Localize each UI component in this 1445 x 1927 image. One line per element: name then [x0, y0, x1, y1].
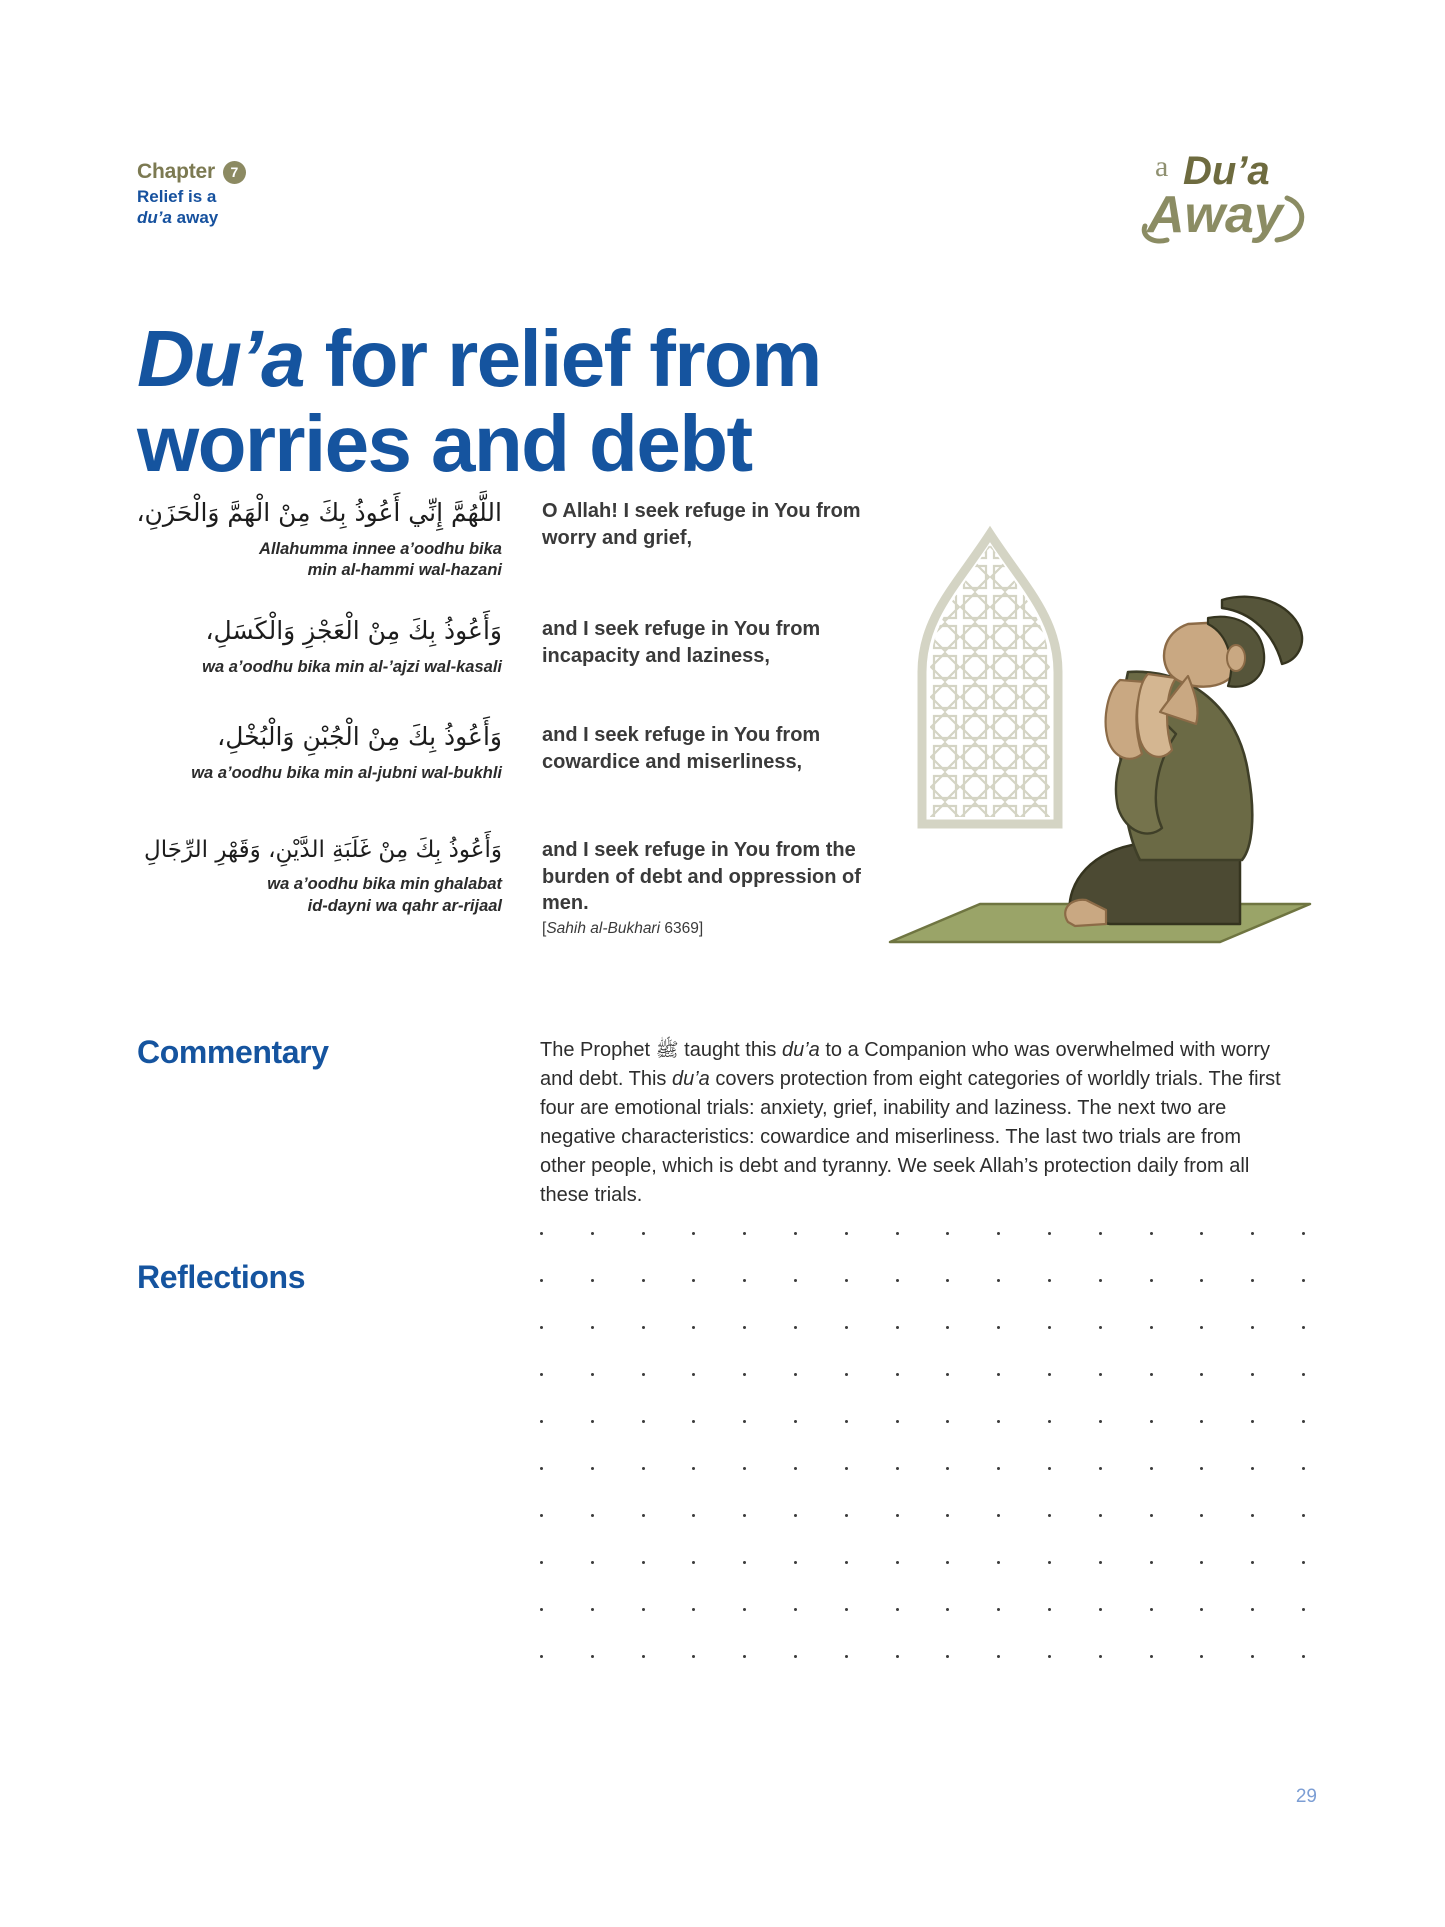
dot-row: [540, 1279, 1305, 1326]
dua-arabic-column: [137, 492, 502, 581]
grid-dot: [1099, 1373, 1102, 1376]
page-title-rest: for relief from: [303, 313, 821, 403]
grid-dot: [1099, 1326, 1102, 1329]
grid-dot: [692, 1514, 695, 1517]
page-number: 29: [1295, 1786, 1317, 1807]
dot-row: [540, 1608, 1305, 1655]
page-title-line2: worries and debt: [137, 399, 752, 489]
grid-dot: [540, 1608, 543, 1611]
dua-translation-text: O Allah! I seek refuge in You from worry and grief,: [542, 500, 861, 549]
grid-dot: [642, 1420, 645, 1423]
grid-dot: [845, 1326, 848, 1329]
reflections-heading: Reflections: [137, 1258, 306, 1295]
grid-dot: [946, 1326, 949, 1329]
grid-dot: [1200, 1326, 1203, 1329]
commentary-text-4: covers protection from eight categories of worldly trials. The first four are emotional trials: anxiety, grief, inability and laziness. The next two are negative characteristics: cowardice and miserliness. The last two trials are from other people, which is debt and tyranny. We seek Allah’s protection daily from all these trials.: [540, 1068, 1281, 1206]
dua-row: [137, 831, 887, 961]
grid-dot: [997, 1279, 1000, 1282]
citation-source: Sahih al-Bukhari: [546, 919, 661, 937]
grid-dot: [1048, 1373, 1051, 1376]
svg-text:Away: Away: [1147, 186, 1283, 244]
dot-row: [540, 1326, 1305, 1373]
grid-dot: [946, 1561, 949, 1564]
grid-dot: [591, 1655, 594, 1658]
grid-dot: [1150, 1608, 1153, 1611]
grid-dot: [1150, 1420, 1153, 1423]
grid-dot: [794, 1232, 797, 1235]
dot-row: [540, 1514, 1305, 1561]
page-title-dua: Du’a: [137, 313, 304, 403]
grid-dot: [642, 1373, 645, 1376]
grid-dot: [845, 1373, 848, 1376]
grid-dot: [896, 1232, 899, 1235]
grid-dot: [997, 1514, 1000, 1517]
arched-window-icon: [922, 534, 1058, 824]
dua-row: [137, 716, 887, 831]
grid-dot: [692, 1232, 695, 1235]
grid-dot: [1048, 1514, 1051, 1517]
dua-section: [137, 492, 887, 961]
figure-ear: [1227, 645, 1245, 671]
translit-line-1: wa a’oodhu bika min al-’ajzi wal-kasali: [202, 657, 502, 676]
dua-arabic-column: [137, 831, 502, 917]
grid-dot: [642, 1232, 645, 1235]
dua-illustration: [870, 472, 1330, 972]
grid-dot: [1302, 1420, 1305, 1423]
grid-dot: [1099, 1232, 1102, 1235]
grid-dot: [540, 1420, 543, 1423]
grid-dot: [794, 1420, 797, 1423]
grid-dot: [1099, 1561, 1102, 1564]
dua-translation-text: and I seek refuge in You from the burden of debt and oppression of men.: [542, 839, 861, 915]
grid-dot: [540, 1467, 543, 1470]
grid-dot: [845, 1232, 848, 1235]
grid-dot: [997, 1420, 1000, 1423]
grid-dot: [1251, 1514, 1254, 1517]
grid-dot: [997, 1608, 1000, 1611]
grid-dot: [591, 1373, 594, 1376]
grid-dot: [692, 1326, 695, 1329]
grid-dot: [1200, 1561, 1203, 1564]
grid-dot: [692, 1420, 695, 1423]
grid-dot: [794, 1655, 797, 1658]
grid-dot: [794, 1279, 797, 1282]
chapter-subtitle-line1: Relief is a: [137, 187, 217, 206]
chapter-subtitle-dua: du’a: [137, 207, 172, 227]
grid-dot: [1099, 1514, 1102, 1517]
grid-dot: [794, 1561, 797, 1564]
grid-dot: [540, 1514, 543, 1517]
dua-arabic-column: [137, 610, 502, 678]
grid-dot: [845, 1467, 848, 1470]
grid-dot: [794, 1467, 797, 1470]
dua-translation-text: and I seek refuge in You from incapacity and laziness,: [542, 618, 821, 667]
dua-row: [137, 492, 887, 610]
commentary-text-1: The Prophet: [540, 1039, 656, 1061]
hadith-citation: [542, 920, 872, 938]
dot-row: [540, 1373, 1305, 1420]
commentary-dua-italic-2: du’a: [671, 1068, 710, 1090]
dua-arabic-text: اللَّهُمَّ إِنِّي أَعُوذُ بِكَ مِنْ الْهَمَّ وَالْحَزَنِ،: [136, 498, 502, 527]
dua-arabic-text: وَأَعُوذُ بِكَ مِنْ الْعَجْزِ وَالْكَسَلِ،: [205, 616, 502, 645]
commentary-dua-italic-1: du’a: [781, 1039, 820, 1061]
grid-dot: [845, 1561, 848, 1564]
dot-row: [540, 1561, 1305, 1608]
grid-dot: [946, 1608, 949, 1611]
citation-close: ]: [698, 919, 704, 937]
grid-dot: [591, 1561, 594, 1564]
dua-arabic-text: وَأَعُوذُ بِكَ مِنْ الْجُبْنِ وَالْبُخْلِ،: [217, 722, 502, 751]
page-title: [137, 313, 1197, 489]
grid-dot: [591, 1514, 594, 1517]
dua-translation-column: [542, 722, 872, 775]
commentary-text-2: taught this: [678, 1039, 782, 1061]
grid-dot: [1302, 1467, 1305, 1470]
grid-dot: [591, 1420, 594, 1423]
grid-dot: [1200, 1279, 1203, 1282]
grid-dot: [1251, 1561, 1254, 1564]
grid-dot: [1048, 1420, 1051, 1423]
chapter-label: Chapter: [137, 160, 215, 183]
grid-dot: [642, 1514, 645, 1517]
grid-dot: [896, 1373, 899, 1376]
grid-dot: [794, 1514, 797, 1517]
chapter-line: [137, 160, 457, 184]
grid-dot: [1251, 1420, 1254, 1423]
grid-dot: [1200, 1373, 1203, 1376]
grid-dot: [946, 1232, 949, 1235]
grid-dot: [591, 1279, 594, 1282]
chapter-subtitle-away: away: [171, 207, 219, 227]
reflections-dot-grid[interactable]: [540, 1232, 1305, 1702]
grid-dot: [743, 1561, 746, 1564]
grid-dot: [794, 1326, 797, 1329]
dua-row: [137, 610, 887, 716]
grid-dot: [591, 1232, 594, 1235]
grid-dot: [1150, 1467, 1153, 1470]
translit-line-2: id-dayni wa qahr ar-rijaal: [307, 896, 502, 915]
grid-dot: [743, 1326, 746, 1329]
grid-dot: [540, 1232, 543, 1235]
grid-dot: [1048, 1232, 1051, 1235]
grid-dot: [997, 1561, 1000, 1564]
dua-transliteration: [137, 874, 502, 917]
grid-dot: [642, 1326, 645, 1329]
grid-dot: [1150, 1232, 1153, 1235]
grid-dot: [1251, 1232, 1254, 1235]
dua-arabic-text: وَأَعُوذُ بِكَ مِنْ غَلَبَةِ الدَّيْنِ، وَقَهْرِ الرِّجَالِ: [144, 837, 502, 863]
grid-dot: [946, 1655, 949, 1658]
commentary-body: [540, 1036, 1290, 1210]
citation-number: 6369: [660, 919, 699, 937]
grid-dot: [743, 1232, 746, 1235]
grid-dot: [743, 1279, 746, 1282]
grid-dot: [1302, 1655, 1305, 1658]
grid-dot: [1048, 1608, 1051, 1611]
grid-dot: [896, 1467, 899, 1470]
grid-dot: [540, 1655, 543, 1658]
chapter-number-badge: 7: [223, 161, 246, 184]
grid-dot: [1099, 1279, 1102, 1282]
grid-dot: [591, 1608, 594, 1611]
grid-dot: [1150, 1326, 1153, 1329]
grid-dot: [1048, 1467, 1051, 1470]
dua-translation-column: [542, 498, 872, 551]
sallallahu-alayhi-wasallam-icon: ﷺ: [655, 1039, 679, 1061]
grid-dot: [540, 1279, 543, 1282]
svg-text:Du’a: Du’a: [1183, 149, 1270, 193]
dot-row: [540, 1232, 1305, 1279]
grid-dot: [1302, 1232, 1305, 1235]
translit-line-2: min al-hammi wal-hazani: [307, 560, 502, 579]
dua-transliteration: [137, 657, 502, 678]
grid-dot: [540, 1561, 543, 1564]
commentary-heading: Commentary: [137, 1033, 329, 1070]
grid-dot: [997, 1655, 1000, 1658]
grid-dot: [692, 1561, 695, 1564]
grid-dot: [1099, 1608, 1102, 1611]
grid-dot: [1302, 1279, 1305, 1282]
grid-dot: [1150, 1655, 1153, 1658]
grid-dot: [692, 1467, 695, 1470]
dua-translation-column: [542, 837, 872, 938]
grid-dot: [896, 1420, 899, 1423]
grid-dot: [997, 1232, 1000, 1235]
grid-dot: [794, 1373, 797, 1376]
grid-dot: [946, 1514, 949, 1517]
grid-dot: [1200, 1467, 1203, 1470]
grid-dot: [1302, 1608, 1305, 1611]
grid-dot: [1200, 1655, 1203, 1658]
grid-dot: [1302, 1514, 1305, 1517]
grid-dot: [1200, 1420, 1203, 1423]
grid-dot: [896, 1514, 899, 1517]
dua-arabic-column: [137, 716, 502, 784]
citation-open: [: [542, 919, 547, 937]
grid-dot: [743, 1373, 746, 1376]
grid-dot: [642, 1279, 645, 1282]
grid-dot: [540, 1326, 543, 1329]
grid-dot: [845, 1279, 848, 1282]
brand-logo: [1137, 140, 1317, 250]
grid-dot: [1200, 1232, 1203, 1235]
grid-dot: [743, 1608, 746, 1611]
grid-dot: [1150, 1561, 1153, 1564]
grid-dot: [1251, 1326, 1254, 1329]
dot-row: [540, 1655, 1305, 1702]
grid-dot: [997, 1373, 1000, 1376]
dot-row: [540, 1420, 1305, 1467]
grid-dot: [642, 1561, 645, 1564]
grid-dot: [692, 1279, 695, 1282]
grid-dot: [1251, 1467, 1254, 1470]
grid-dot: [845, 1420, 848, 1423]
grid-dot: [896, 1608, 899, 1611]
grid-dot: [896, 1326, 899, 1329]
grid-dot: [946, 1420, 949, 1423]
grid-dot: [1099, 1420, 1102, 1423]
grid-dot: [946, 1279, 949, 1282]
grid-dot: [896, 1279, 899, 1282]
grid-dot: [1048, 1279, 1051, 1282]
grid-dot: [1200, 1608, 1203, 1611]
grid-dot: [1150, 1279, 1153, 1282]
grid-dot: [896, 1561, 899, 1564]
dua-translation-text: and I seek refuge in You from cowardice and miserliness,: [542, 724, 821, 773]
dua-transliteration: [137, 539, 502, 582]
grid-dot: [1048, 1655, 1051, 1658]
grid-dot: [1048, 1326, 1051, 1329]
grid-dot: [845, 1608, 848, 1611]
dua-transliteration: [137, 763, 502, 784]
grid-dot: [946, 1467, 949, 1470]
grid-dot: [642, 1655, 645, 1658]
grid-dot: [692, 1373, 695, 1376]
grid-dot: [1251, 1608, 1254, 1611]
grid-dot: [591, 1326, 594, 1329]
grid-dot: [743, 1467, 746, 1470]
grid-dot: [1251, 1373, 1254, 1376]
grid-dot: [1048, 1561, 1051, 1564]
grid-dot: [743, 1514, 746, 1517]
grid-dot: [1302, 1561, 1305, 1564]
grid-dot: [743, 1655, 746, 1658]
grid-dot: [1302, 1326, 1305, 1329]
dot-row: [540, 1467, 1305, 1514]
translit-line-1: wa a’oodhu bika min al-jubni wal-bukhli: [191, 763, 502, 782]
commentary-text-3: to a Companion who was overwhelmed with worry and debt. This: [540, 1039, 1270, 1090]
grid-dot: [1099, 1467, 1102, 1470]
grid-dot: [692, 1608, 695, 1611]
grid-dot: [591, 1467, 594, 1470]
grid-dot: [1251, 1655, 1254, 1658]
translit-line-1: Allahumma innee a’oodhu bika: [259, 539, 502, 558]
grid-dot: [1150, 1373, 1153, 1376]
grid-dot: [1150, 1514, 1153, 1517]
grid-dot: [1099, 1655, 1102, 1658]
grid-dot: [794, 1608, 797, 1611]
grid-dot: [1251, 1279, 1254, 1282]
dua-translation-column: [542, 616, 872, 669]
grid-dot: [642, 1608, 645, 1611]
grid-dot: [997, 1326, 1000, 1329]
chapter-header: [137, 160, 457, 228]
grid-dot: [1302, 1373, 1305, 1376]
grid-dot: [845, 1655, 848, 1658]
grid-dot: [946, 1373, 949, 1376]
grid-dot: [997, 1467, 1000, 1470]
grid-dot: [743, 1420, 746, 1423]
svg-text:a: a: [1155, 150, 1169, 183]
grid-dot: [540, 1373, 543, 1376]
grid-dot: [642, 1467, 645, 1470]
grid-dot: [896, 1655, 899, 1658]
grid-dot: [1200, 1514, 1203, 1517]
grid-dot: [692, 1655, 695, 1658]
grid-dot: [845, 1514, 848, 1517]
translit-line-1: wa a’oodhu bika min ghalabat: [267, 875, 502, 894]
chapter-subtitle: [137, 187, 457, 228]
